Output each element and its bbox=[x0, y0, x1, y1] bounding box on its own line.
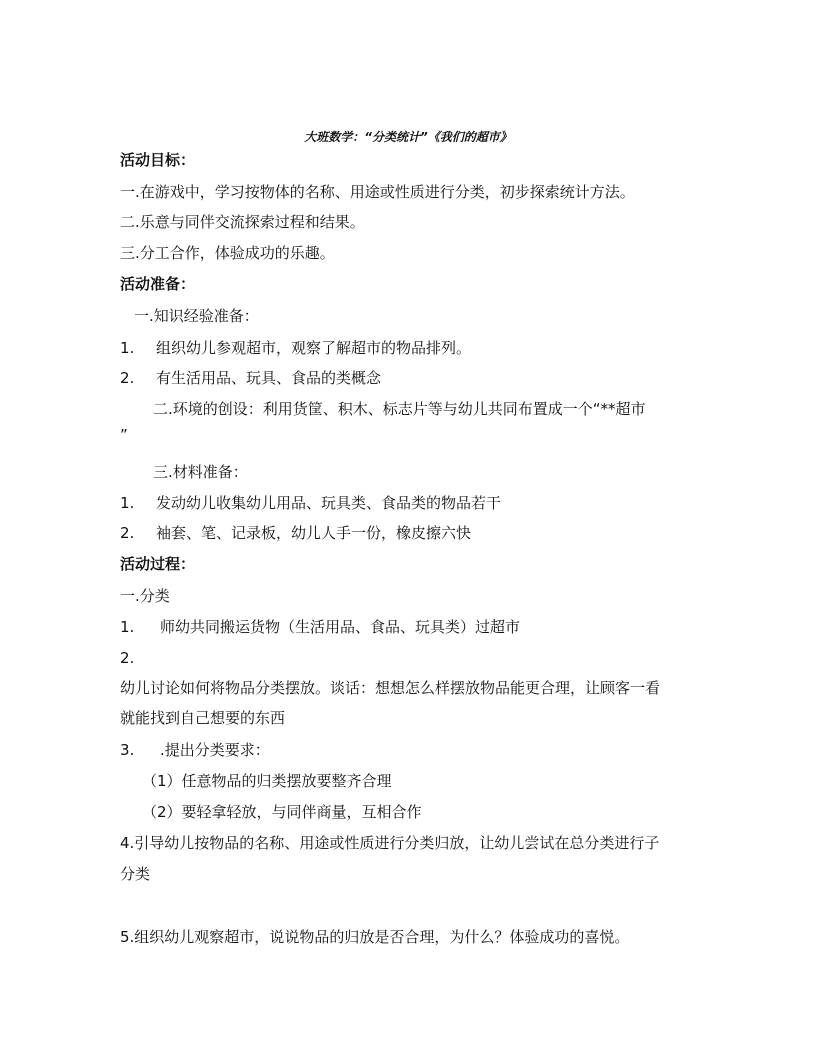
document-title: 大班数学：“分类统计”《我们的超市》 bbox=[304, 130, 512, 144]
list-text: 师幼共同搬运货物（生活用品、食品、玩具类）过超市 bbox=[160, 618, 521, 636]
process-step-text-cont: 就能找到自己想要的东西 bbox=[120, 709, 286, 727]
process-step-text: 幼儿讨论如何将物品分类摆放。谈话：想想怎么样摆放物品能更合理，让顾客一看 bbox=[120, 679, 661, 697]
process-step-text: 5.组织幼儿观察超市，说说物品的归放是否合理，为什么？体验成功的喜悦。 bbox=[120, 928, 630, 946]
list-number: 1. bbox=[120, 339, 135, 357]
prep-knowledge-heading: 一.知识经验准备： bbox=[134, 307, 259, 325]
prep-heading: 活动准备： bbox=[120, 275, 196, 293]
list-number: 1. bbox=[120, 618, 135, 636]
list-text: .提出分类要求： bbox=[160, 741, 270, 759]
prep-environment-text: 二.环境的创设：利用货筐、积木、标志片等与幼儿共同布置成一个“**超市 bbox=[153, 400, 646, 418]
prep-knowledge-item bbox=[120, 338, 471, 358]
list-number: 2. bbox=[120, 524, 135, 542]
requirement-item: （1）任意物品的归类摆放要整齐合理 bbox=[142, 772, 392, 790]
prep-material-heading: 三.材料准备： bbox=[153, 463, 248, 481]
process-step-text-cont: 分类 bbox=[120, 865, 151, 883]
prep-material-item bbox=[120, 493, 501, 513]
goal-heading: 活动目标： bbox=[120, 151, 196, 169]
list-number: 3. bbox=[120, 741, 135, 759]
prep-knowledge-item bbox=[120, 368, 381, 388]
prep-environment-text-cont: ” bbox=[120, 426, 128, 444]
list-text: 袖套、笔、记录板，幼儿人手一份，橡皮擦六快 bbox=[156, 524, 472, 542]
process-step bbox=[120, 740, 270, 760]
list-text: 组织幼儿参观超市，观察了解超市的物品排列。 bbox=[156, 339, 472, 357]
requirement-item: （2）要轻拿轻放，与同伴商量，互相合作 bbox=[142, 803, 422, 821]
process-step-number: 2. bbox=[120, 649, 135, 667]
process-step bbox=[120, 617, 520, 637]
list-number: 1. bbox=[120, 494, 135, 512]
prep-material-item bbox=[120, 523, 471, 543]
list-text: 有生活用品、玩具、食品的类概念 bbox=[156, 369, 382, 387]
list-text: 发动幼儿收集幼儿用品、玩具类、食品类的物品若干 bbox=[156, 494, 502, 512]
process-subheading: 一.分类 bbox=[120, 587, 170, 605]
goal-item: 一.在游戏中，学习按物体的名称、用途或性质进行分类，初步探索统计方法。 bbox=[120, 183, 635, 201]
goal-item: 二.乐意与同伴交流探索过程和结果。 bbox=[120, 213, 365, 231]
process-heading: 活动过程： bbox=[120, 555, 196, 573]
list-number: 2. bbox=[120, 369, 135, 387]
goal-item: 三.分工合作，体验成功的乐趣。 bbox=[120, 244, 335, 262]
process-step-text: 4.引导幼儿按物品的名称、用途或性质进行分类归放，让幼儿尝试在总分类进行子 bbox=[120, 834, 660, 852]
